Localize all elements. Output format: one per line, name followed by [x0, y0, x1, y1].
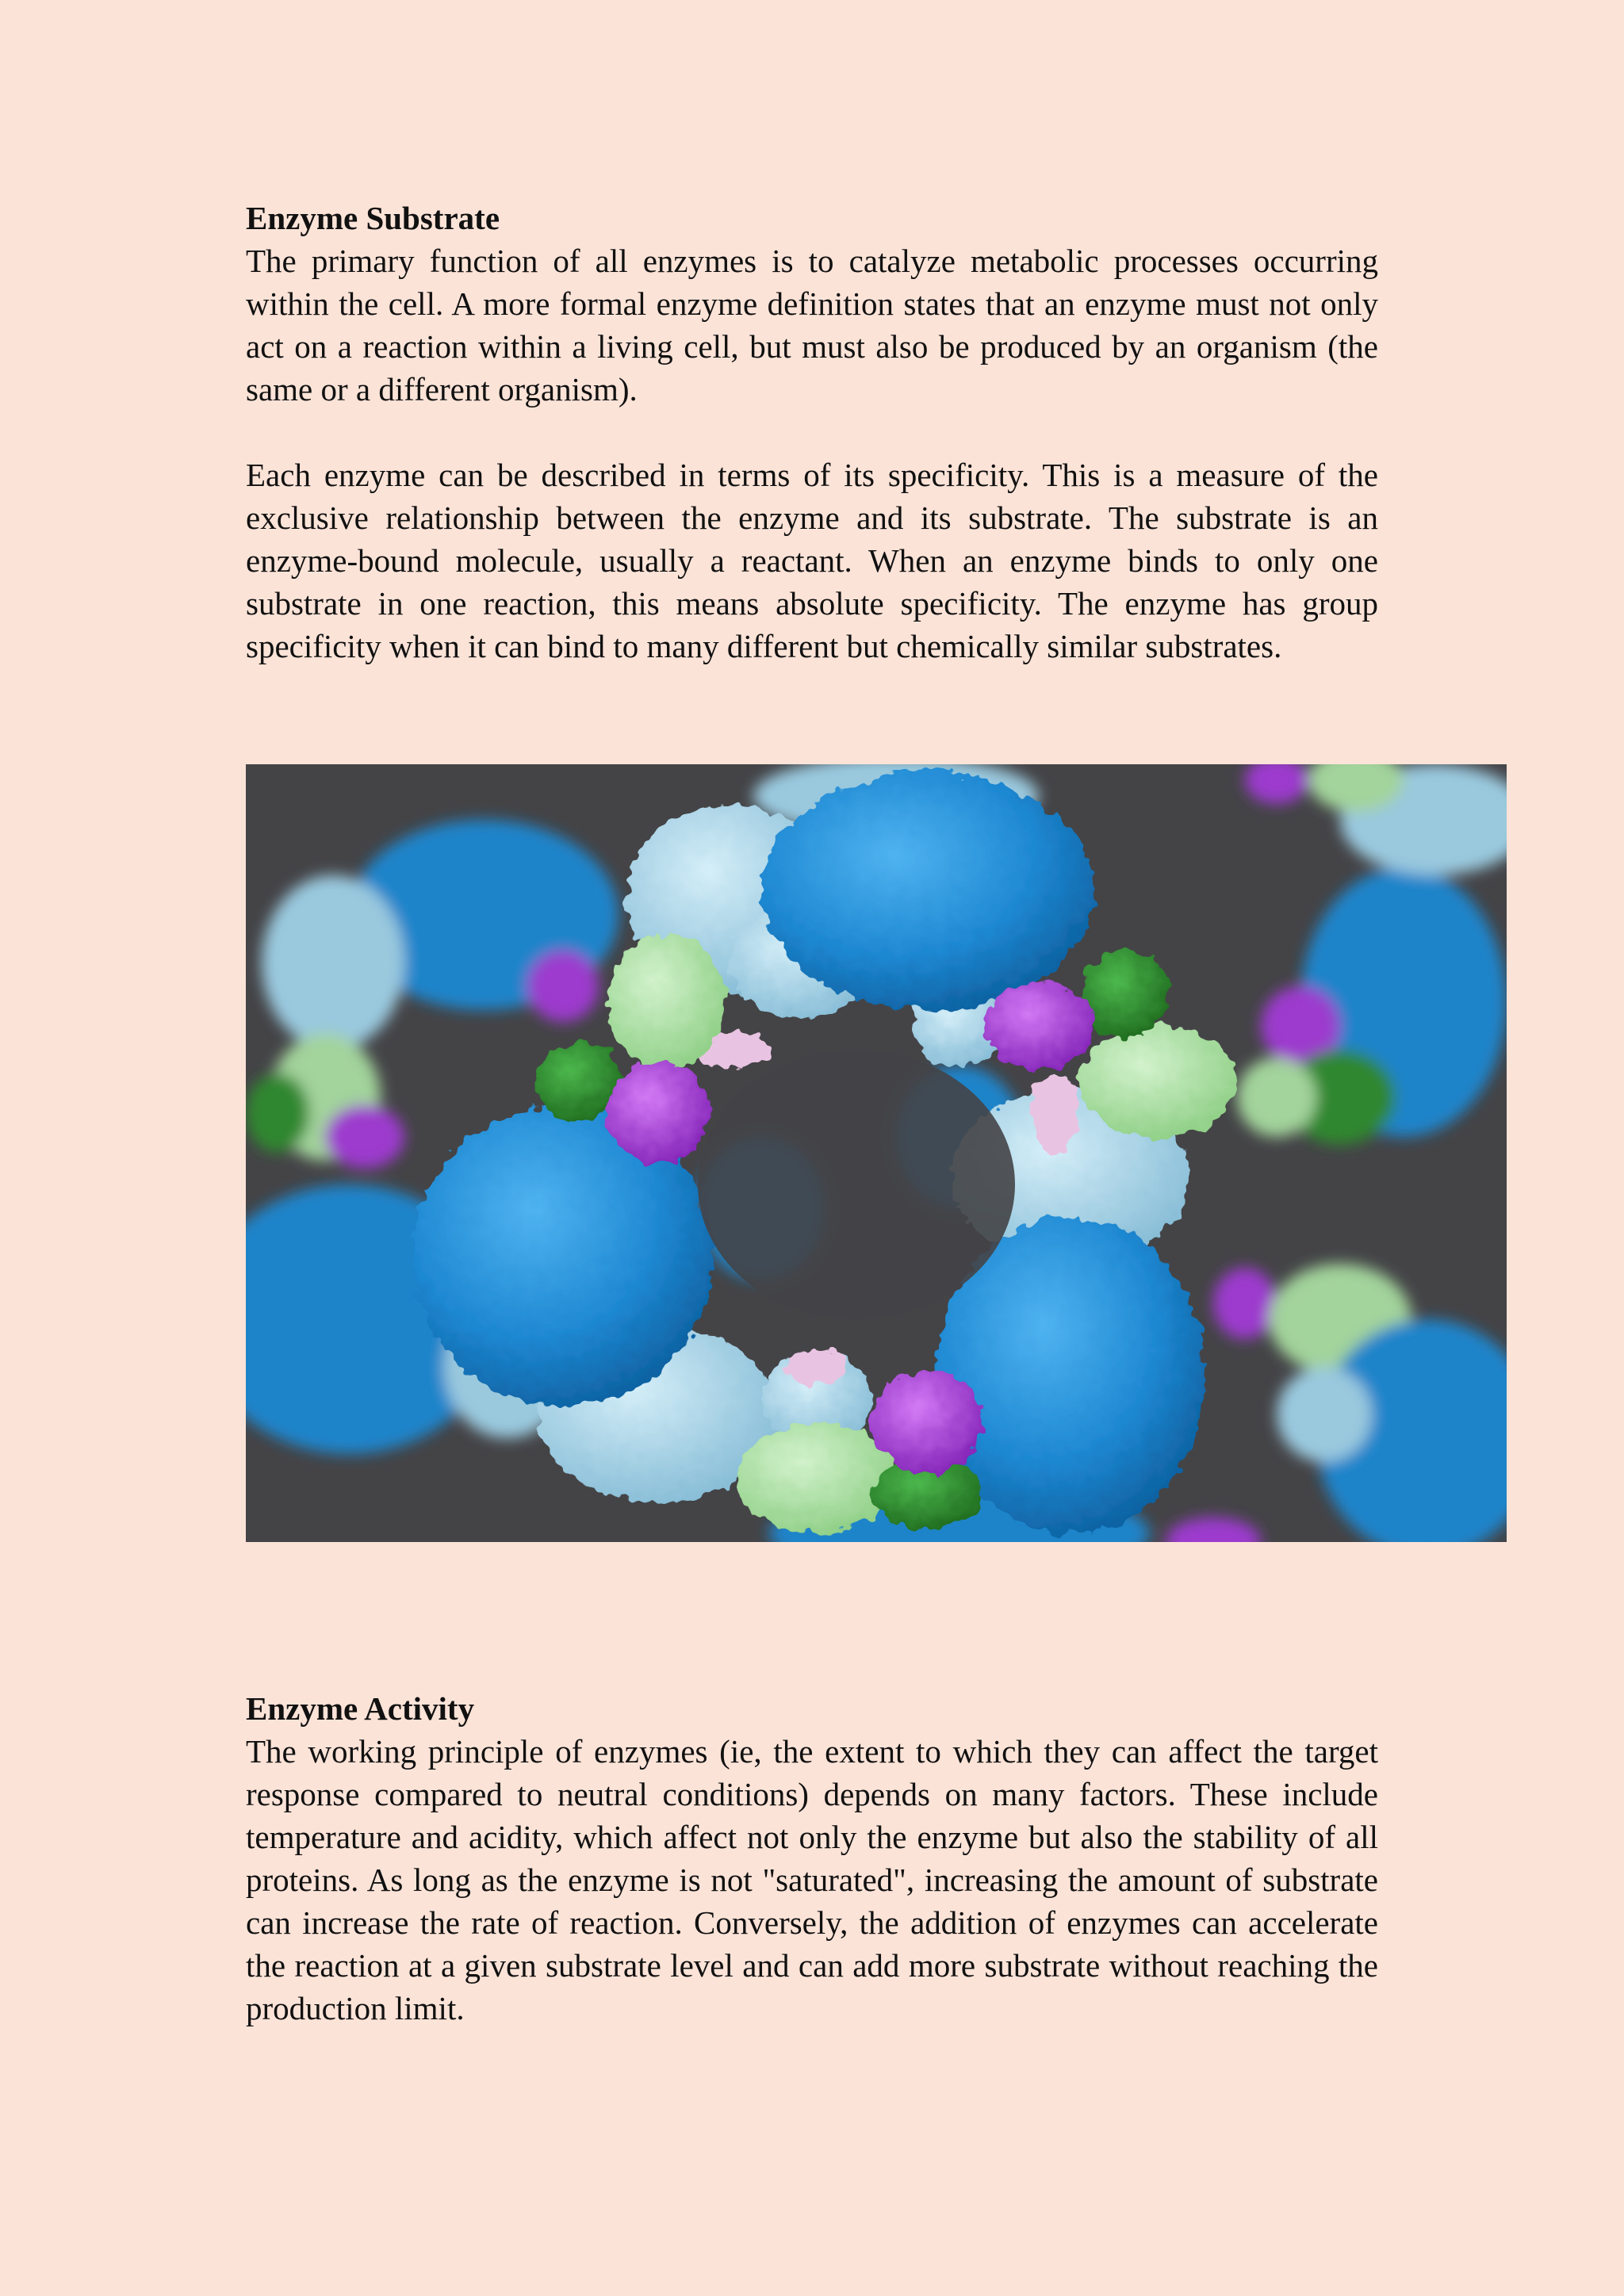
paragraph-activity-1: The working principle of enzymes (ie, the extent to which they can affect the target response compared to neutral conditions) depends on many factors. These include temperature and acidity, which affect not only the enzyme but also the stability of all proteins. As long as the enzyme is not "saturated", increasing the amount of substrate can increase the rate of reaction. Conversely, the addition of enzymes can accelerate the reaction at a given substrate level and can add more substrate without reaching the production limit. [246, 1733, 1378, 2026]
ring-center [698, 1050, 1015, 1319]
enzyme-structure-image [246, 764, 1507, 1542]
heading-enzyme-activity: Enzyme Activity [246, 1690, 475, 1727]
paragraph-substrate-2: Each enzyme can be described in terms of its specificity. This is a measure of the exclusive relationship between the enzyme and its substrate. The substrate is an enzyme-bound molecule, usually a reactant. When an enzyme binds to only one substrate in one reaction, this means absolute specificity. The enzyme has group specificity when it can bind to many different but chemically similar substrates. [246, 457, 1378, 664]
heading-enzyme-substrate: Enzyme Substrate [246, 200, 500, 236]
section-enzyme-activity [246, 1687, 1378, 2030]
section-enzyme-substrate [246, 197, 1378, 668]
enzyme-ring-illustration [246, 764, 1507, 1542]
paragraph-substrate-1: The primary function of all enzymes is to catalyze metabolic processes occurring within the cell. A more formal enzyme definition states that an enzyme must not only act on a reaction within a living cell, but must also be produced by an organism (the same or a different organism). [246, 243, 1378, 408]
